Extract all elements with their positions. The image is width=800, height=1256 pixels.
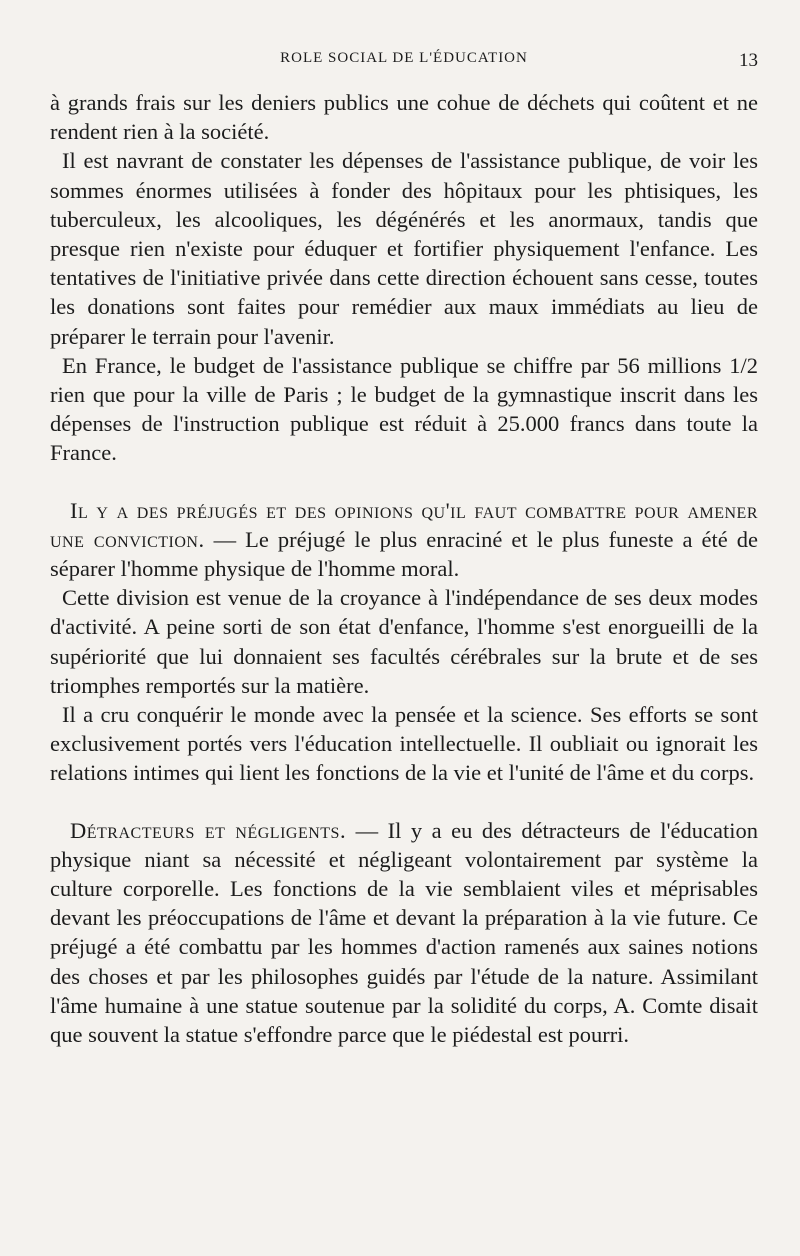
paragraph: Il est navrant de constater les dépenses de l'assistance publique, de voir les sommes énormes utilisées à fonder des hôpitaux pour les phtisiques, les tuberculeux, les alcooliques, les dégénérés et les anormaux, tandis que presque rien n'existe pour éduquer et fortifier physiquement l'enfance. Les tentatives de l'initiative privée dans cette direction échouent sans cesse, toutes les donations sont faites pour remédier aux maux immédiats au lieu de préparer le terrain pour l'avenir. [50,148,758,349]
running-title: ROLE SOCIAL DE L'ÉDUCATION [280,50,528,66]
paragraph: Il a cru conquérir le monde avec la pensée et la science. Ses efforts se sont exclusivement portés vers l'éducation intellectuelle. Il oubliait ou ignorait les relations intimes qui lient les fonctions de la vie et l'unité de l'âme et du corps. [50,702,758,786]
body-text [50,88,758,1049]
section-text: — Il y a eu des détracteurs de l'éducation physique niant sa nécessité et négligeant volontairement par système la culture corporelle. Les fonctions de la vie semblaient viles et méprisables devant les préoccupations de l'âme et devant la préparation à la vie future. Ce préjugé a été combattu par les hommes d'action ramenés aux saines notions des choses et par les philosophes guidés par l'étude de la nature. Assimilant l'âme humaine à une statue soutenue par la solidité du corps, A. Comte disait que souvent la statue s'effondre parce que le piédestal est pourri. [50,817,759,1048]
section-text: — Le préjugé le plus enraciné et le plus funeste a été de séparer l'homme physique de l'homme moral. [50,526,758,582]
page-number: 13 [739,50,758,71]
paragraph: à grands frais sur les deniers publics une cohue de déchets qui coûtent et ne rendent rien à la société. [50,90,758,145]
page-header [50,50,758,76]
section-heading: Il y a des préjugés et des opinions qu'il faut combattre pour amener une conviction. [50,497,758,552]
paragraph: En France, le budget de l'assistance publique se chiffre par 56 millions 1/2 rien que pour la ville de Paris ; le budget de la gymnastique inscrit dans les dépenses de l'instruction publique est réduit à 25.000 francs dans toute la France. [50,352,758,466]
section-paragraph [50,496,758,584]
section-paragraph [50,816,758,1050]
section-heading: Détracteurs et négligents. [70,817,347,843]
paragraph: Cette division est venue de la croyance à l'indépendance de ses deux modes d'activité. A peine sorti de son état d'enfance, l'homme s'est enorgueilli de la supériorité que lui donnaient ses facultés cérébrales sur la brute et de ses triomphes remportés sur la matière. [50,585,758,698]
